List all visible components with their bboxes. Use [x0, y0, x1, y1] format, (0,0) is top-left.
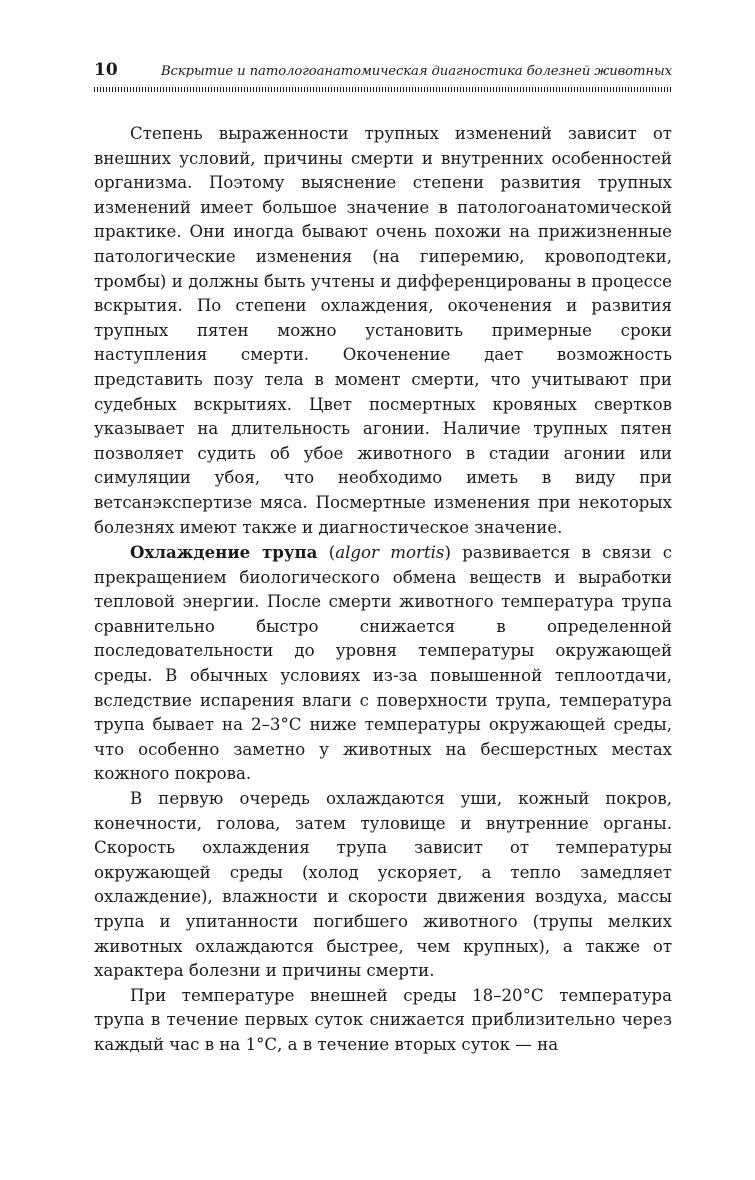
- book-page: [94, 60, 672, 1058]
- body-text: [94, 122, 672, 1058]
- running-title: Вскрытие и патологоанатомическая диагностика болезней животных: [160, 64, 672, 79]
- term-algor-mortis: Охлаждение трупа: [130, 542, 318, 563]
- header-rule: [94, 87, 672, 92]
- page-number: 10: [94, 60, 118, 80]
- paragraph-3-text: В первую очередь охлаждаются уши, кожный покров, конечности, голова, затем туловище и внутренние органы. Скорость охлаждения трупа зависит от температуры окружающей среды (холод ускоряет, а тепло замедляет охлаждение), влажности и скорости движения воздуха, массы трупа и упитанности погибшего животного (трупы мелких животных охлаждаются быстрее, чем крупных), а также от характера болезни и причины смерти.: [94, 789, 672, 981]
- paragraph-2: [94, 540, 672, 787]
- paragraph-4: [94, 984, 672, 1058]
- latin-term: algor mortis: [335, 543, 445, 563]
- paragraph-1: [94, 122, 672, 540]
- paragraph-1-text: Степень выраженности трупных изменений зависит от внешних условий, причины смерти и внутренних особенностей организма. Поэтому выяснение степени развития трупных изменений имеет большое значение в патологоанатомической практике. Они иногда бывают очень похожи на прижизненные патологические изменения (на гиперемию, кровоподтеки, тромбы) и должны быть учтены и дифференцированы в процессе вскрытия. По степени охлаждения, окоченения и развития трупных пятен можно установить примерные сроки наступления смерти. Окоченение дает возможность представить позу тела в момент смерти, что учитывают при судебных вскрытиях. Цвет посмертных кровяных свертков указывает на длительность агонии. Наличие трупных пятен позволяет судить об убое животного в стадии агонии или симуляции убоя, что необходимо иметь в виду при ветсанэкспертизе мяса. Посмертные изменения при некоторых болезнях имеют также и диагностическое значение.: [94, 124, 672, 537]
- paragraph-4-text: При температуре внешней среды 18–20°С температура трупа в течение первых суток снижается приблизительно через каждый час в на 1°С, а в течение вторых суток — на: [94, 985, 672, 1054]
- latin-open-paren: (: [317, 543, 336, 563]
- paragraph-3: [94, 787, 672, 984]
- paragraph-2-text: развивается в связи с прекращением биологического обмена веществ и выработки тепловой энергии. После смерти животного температура трупа сравнительно быстро снижается в определенной последовательности до уровня температуры окружающей среды. В обычных условиях из-за повышенной теплоотдачи, вследствие испарения влаги с поверхности трупа, температура трупа бывает на 2–3°С ниже температуры окружающей среды, что особенно заметно у животных на бесшерстных местах кожного покрова.: [94, 543, 673, 784]
- latin-close-paren: ): [444, 543, 451, 563]
- running-header: [94, 60, 672, 86]
